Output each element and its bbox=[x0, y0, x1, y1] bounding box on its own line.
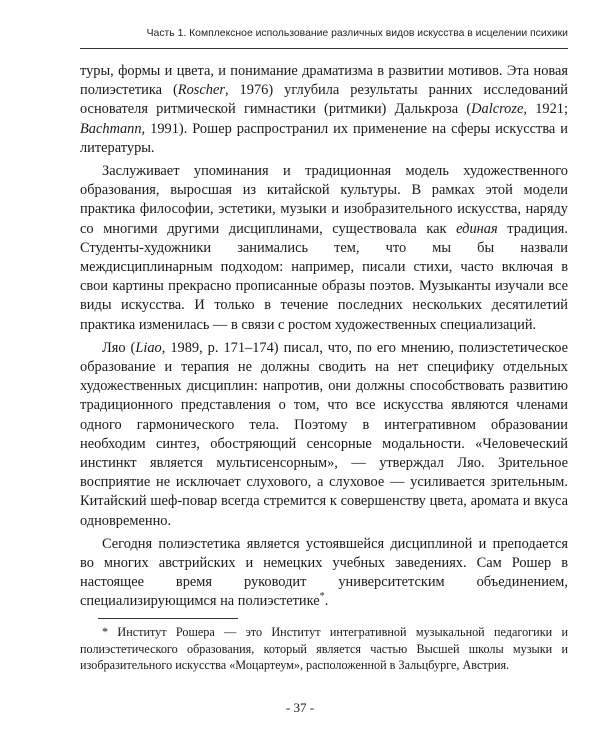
footnote-marker: * bbox=[319, 591, 325, 603]
page-number: - 37 - bbox=[285, 700, 315, 715]
paragraph bbox=[80, 535, 568, 612]
text-run: , 1921; bbox=[523, 101, 568, 118]
text-run: туры, формы и цвета, и понимание драматизма в развитии мотивов. Эта новая полиэстетика ( bbox=[80, 63, 568, 99]
paragraph bbox=[80, 162, 568, 335]
text-run: Сегодня полиэстетика является устоявшейся дисциплиной и преподается во многих австрийских и немецких учебных заведениях. Сам Рошер в настоящее время руководит университетским объединением, специализирующимся на полиэстетике bbox=[80, 535, 568, 610]
text-run: Заслуживает упоминания и традиционная модель художественного образования, выросшая из китайской культуры. В рамках этой модели практика философии, эстетики, музыки и изобразительного искусства, наряду со многими другими дисциплинами, существовала как bbox=[80, 163, 568, 237]
citation-italic: Dalcroze bbox=[471, 101, 524, 118]
text-run: традиция. Студенты-художники занимались тем, что мы бы назвали междисциплинарным подходом: например, писали стихи, часто включая в свои картины прекрасно прописанные образы поэтов. Музыканты изучали все виды искусства. И только в течение последних нескольких десятилетий практика изменилась — в связи с ростом художественных специализаций. bbox=[80, 220, 568, 333]
text-run: , 1989, p. 171–174) писал, что, по его мнению, полиэстетическое образование и терапия не должны сводить на нет специфику отдельных художественных дисциплин: напротив, они должны способствовать развитию традиционного представления о том, что все искусства являются членами одного гармонического тела. Поэтому в интегративном образовании необходим синтез, обостряющий сенсорные модальности. «Человеческий инстинкт является мультисенсорным», — утверждал Ляо. Зрительное восприятие не исключает слухового, а слуховое — усиливается зрительным. Китайский шеф-повар всегда стремится к совершенству цвета, аромата и вкуса одновременно. bbox=[80, 339, 568, 529]
text-run: . bbox=[324, 593, 329, 610]
header-rule bbox=[80, 48, 568, 49]
paragraph bbox=[80, 339, 568, 531]
main-text bbox=[80, 62, 568, 612]
footnote bbox=[80, 624, 568, 674]
citation-italic: Roscher bbox=[177, 82, 225, 99]
paragraph bbox=[80, 62, 568, 158]
text-run: , 1991). Рошер распространил их применение на сферы искусства и литературы. bbox=[80, 120, 568, 156]
citation-italic: Bachmann bbox=[80, 120, 142, 137]
citation-italic: Liao bbox=[135, 339, 162, 356]
text-run: , 1976) углубила результаты ранних исследований основателя ритмической гимнастики (ритмики) Далькроза ( bbox=[80, 82, 568, 118]
footnote-rule bbox=[98, 618, 238, 619]
citation-italic: единая bbox=[456, 220, 498, 237]
footnote-text: * Институт Рошера — это Институт интегративной музыкальной педагогики и полиэстетического образования, который является частью Высшей школы музыки и изобразительного искусства «Моцартеум», расположенной в Зальцбурге, Австрия. bbox=[80, 625, 568, 673]
text-run: Ляо ( bbox=[102, 339, 136, 356]
running-head: Часть 1. Комплексное использование различных видов искусства в исцелении психики bbox=[146, 28, 568, 39]
